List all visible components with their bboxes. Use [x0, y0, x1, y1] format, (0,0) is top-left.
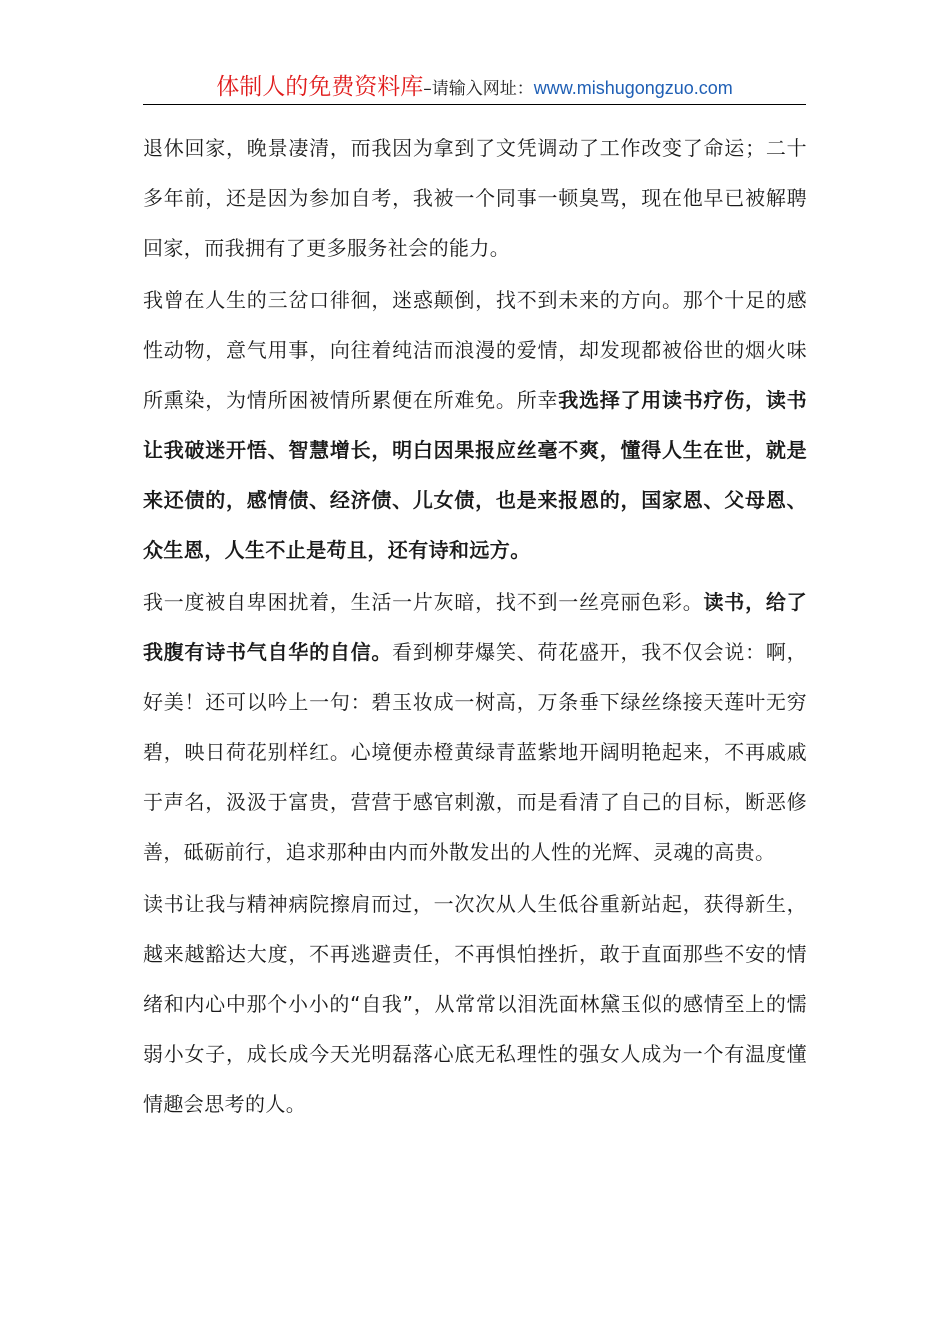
- paragraph-bold-text: 我选择了用读书疗伤，读书让我破迷开悟、智慧增长，明白因果报应丝毫不爽，懂得人生在世，就是来还债的，感情债、经济债、儿女债，也是来报恩的，国家恩、父母恩、众生恩，人生不止是苟且，还有诗和远方。: [143, 388, 807, 562]
- paragraph-bold-text: 读书，给了我腹有诗书气自华的自信。: [143, 590, 807, 664]
- paragraph-text: 我曾在人生的三岔口徘徊，迷惑颠倒，找不到未来的方向。那个十足的感性动物，意气用事，向往着纯洁而浪漫的爱情，却发现都被俗世的烟火味所熏染，为情所困被情所累便在所难免。所幸: [143, 288, 807, 412]
- paragraph: [143, 123, 807, 273]
- paragraph-text: 退休回家，晚景凄清，而我因为拿到了文凭调动了工作改变了命运；二十多年前，还是因为参加自考，我被一个同事一顿臭骂，现在他早已被解聘回家，而我拥有了更多服务社会的能力。: [143, 136, 807, 260]
- article-body: [143, 123, 807, 1131]
- paragraph-text: 读书让我与精神病院擦肩而过，一次次从人生低谷重新站起，获得新生，越来越豁达大度，不再逃避责任，不再惧怕挫折，敢于直面那些不安的情绪和内心中那个小小的“自我”，从常常以泪洗面林黛玉似的感情至上的懦弱小女子，成长成今天光明磊落心底无私理性的强女人成为一个有温度懂情趣会思考的人。: [143, 892, 807, 1116]
- site-url-link[interactable]: www.mishugongzuo.com: [533, 78, 733, 98]
- paragraph: [143, 577, 807, 877]
- paragraph: [143, 275, 807, 575]
- paragraph: [143, 879, 807, 1129]
- paragraph-text: 我一度被自卑困扰着，生活一片灰暗，找不到一丝亮丽色彩。: [143, 590, 704, 614]
- page-header: [143, 72, 806, 105]
- site-name: 体制人的免费资料库: [216, 74, 424, 100]
- site-tagline: –请输入网址：: [423, 79, 534, 99]
- paragraph-text: 看到柳芽爆笑、荷花盛开，我不仅会说：啊，好美！还可以吟上一句：碧玉妆成一树高，万条垂下绿丝绦接天莲叶无穷碧，映日荷花别样红。心境便赤橙黄绿青蓝紫地开阔明艳起来，不再戚戚于声名，汲汲于富贵，营营于感官刺激，而是看清了自己的目标，断恶修善，砥砺前行，追求那种由内而外散发出的人性的光辉、灵魂的高贵。: [143, 640, 807, 864]
